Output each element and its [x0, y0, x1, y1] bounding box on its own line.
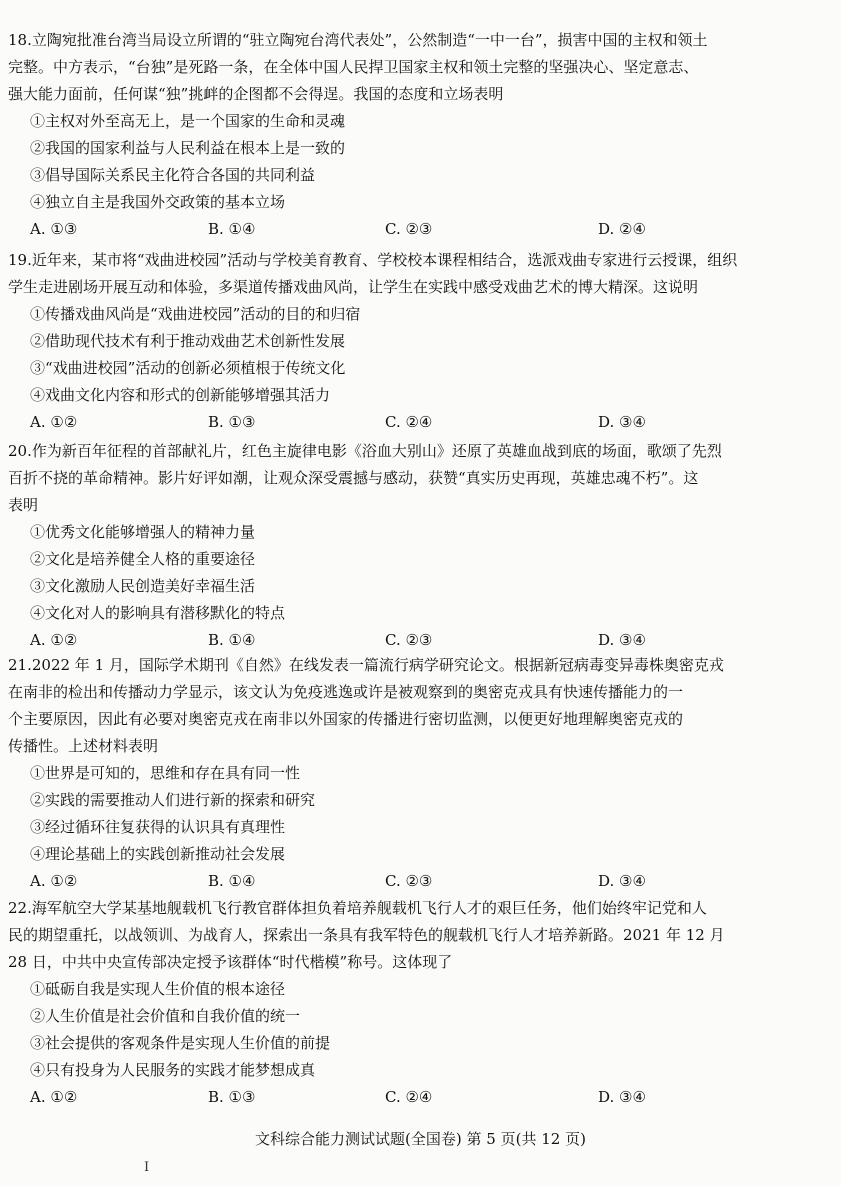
answer-choices: [8, 1084, 808, 1111]
question-21: [8, 652, 808, 895]
choice-b: B. ①④: [208, 631, 256, 649]
statement-option: ③社会提供的客观条件是实现人生价值的前提: [30, 1034, 331, 1052]
answer-choices: [8, 409, 808, 436]
statement-option: ④文化对人的影响具有潜移默化的特点: [30, 604, 286, 622]
statement-option: ③文化激励人民创造美好幸福生活: [30, 577, 256, 595]
choice-c: C. ②③: [385, 872, 433, 890]
statement-option: ③倡导国际关系民主化符合各国的共同利益: [30, 166, 316, 184]
question-stem: 强大能力面前，任何谋“独”挑衅的企图都不会得逞。我国的态度和立场表明: [8, 85, 504, 103]
statement-option: ①主权对外至高无上，是一个国家的生命和灵魂: [30, 112, 346, 130]
question-stem: 19.近年来，某市将“戏曲进校园”活动与学校美育教育、学校校本课程相结合，选派戏曲专家进行云授课，组织: [8, 251, 738, 269]
answer-choices: [8, 216, 808, 243]
choice-a: A. ①②: [30, 872, 78, 890]
question-22: [8, 895, 808, 1111]
choice-c: C. ②③: [385, 631, 433, 649]
statement-option: ④戏曲文化内容和形式的创新能够增强其活力: [30, 386, 331, 404]
statement-option: ④只有投身为人民服务的实践才能梦想成真: [30, 1061, 316, 1079]
choice-d: D. ③④: [598, 872, 646, 890]
page-footer: 文科综合能力测试试题(全国卷) 第 5 页(共 12 页): [255, 1130, 586, 1148]
choice-b: B. ①③: [208, 1088, 256, 1106]
question-19: [8, 247, 808, 436]
question-stem: 完整。中方表示，“台独”是死路一条，在全体中国人民捍卫国家主权和领土完整的坚强决心、坚定意志、: [8, 58, 699, 76]
choice-b: B. ①③: [208, 413, 256, 431]
choice-d: D. ③④: [598, 413, 646, 431]
statement-option: ①优秀文化能够增强人的精神力量: [30, 523, 256, 541]
choice-b: B. ①④: [208, 872, 256, 890]
question-20: [8, 438, 808, 654]
choice-a: A. ①③: [30, 220, 78, 238]
statement-option: ①传播戏曲风尚是“戏曲进校园”活动的目的和归宿: [30, 305, 361, 323]
choice-a: A. ①②: [30, 1088, 78, 1106]
choice-d: D. ②④: [598, 220, 646, 238]
question-stem: 个主要原因，因此有必要对奥密克戎在南非以外国家的传播进行密切监测，以便更好地理解奥密克戎的: [8, 710, 684, 728]
question-stem: 学生走进剧场开展互动和体验，多渠道传播戏曲风尚，让学生在实践中感受戏曲艺术的博大精深。这说明: [8, 278, 699, 296]
choice-a: A. ①②: [30, 631, 78, 649]
question-stem: 21.2022 年 1 月，国际学术期刊《自然》在线发表一篇流行病学研究论文。根据新冠病毒变异毒株奥密克戎: [8, 656, 724, 674]
statement-option: ④理论基础上的实践创新推动社会发展: [30, 845, 286, 863]
statement-option: ②文化是培养健全人格的重要途径: [30, 550, 256, 568]
question-stem: 18.立陶宛批准台湾当局设立所谓的“驻立陶宛台湾代表处”，公然制造“一中一台”，损害中国的主权和领土: [8, 31, 708, 49]
question-stem: 20.作为新百年征程的首部献礼片，红色主旋律电影《浴血大别山》还原了英雄血战到底的场面，歌颂了先烈: [8, 442, 722, 460]
statement-option: ③经过循环往复获得的认识具有真理性: [30, 818, 286, 836]
statement-option: ①世界是可知的，思维和存在具有同一性: [30, 764, 301, 782]
statement-option: ④独立自主是我国外交政策的基本立场: [30, 193, 286, 211]
statement-option: ②借助现代技术有利于推动戏曲艺术创新性发展: [30, 332, 346, 350]
answer-choices: [8, 627, 808, 654]
choice-c: C. ②③: [385, 220, 433, 238]
statement-option: ①砥砺自我是实现人生价值的根本途径: [30, 980, 286, 998]
question-stem: 表明: [8, 496, 39, 514]
statement-option: ②实践的需要推动人们进行新的探索和研究: [30, 791, 316, 809]
choice-d: D. ③④: [598, 631, 646, 649]
question-18: [8, 27, 808, 243]
choice-a: A. ①②: [30, 413, 78, 431]
page-mark: I: [144, 1160, 150, 1175]
question-stem: 百折不挠的革命精神。影片好评如潮，让观众深受震撼与感动，获赞“真实历史再现，英雄忠魂不朽”。这: [8, 469, 699, 487]
statement-option: ②我国的国家利益与人民利益在根本上是一致的: [30, 139, 346, 157]
choice-c: C. ②④: [385, 413, 433, 431]
question-stem: 22.海军航空大学某基地舰载机飞行教官群体担负着培养舰载机飞行人才的艰巨任务，他们始终牢记党和人: [8, 899, 707, 917]
choice-c: C. ②④: [385, 1088, 433, 1106]
statement-option: ②人生价值是社会价值和自我价值的统一: [30, 1007, 301, 1025]
question-stem: 28 日，中共中央宣传部决定授予该群体“时代楷模”称号。这体现了: [8, 953, 453, 971]
statement-option: ③“戏曲进校园”活动的创新必须植根于传统文化: [30, 359, 346, 377]
question-stem: 传播性。上述材料表明: [8, 737, 159, 755]
answer-choices: [8, 868, 808, 895]
question-stem: 在南非的检出和传播动力学显示，该文认为免疫逃逸或许是被观察到的奥密克戎具有快速传播能力的一: [8, 683, 684, 701]
question-stem: 民的期望重托，以战领训、为战育人，探索出一条具有我军特色的舰载机飞行人才培养新路。2021 年 12 月: [8, 926, 725, 944]
choice-b: B. ①④: [208, 220, 256, 238]
choice-d: D. ③④: [598, 1088, 646, 1106]
